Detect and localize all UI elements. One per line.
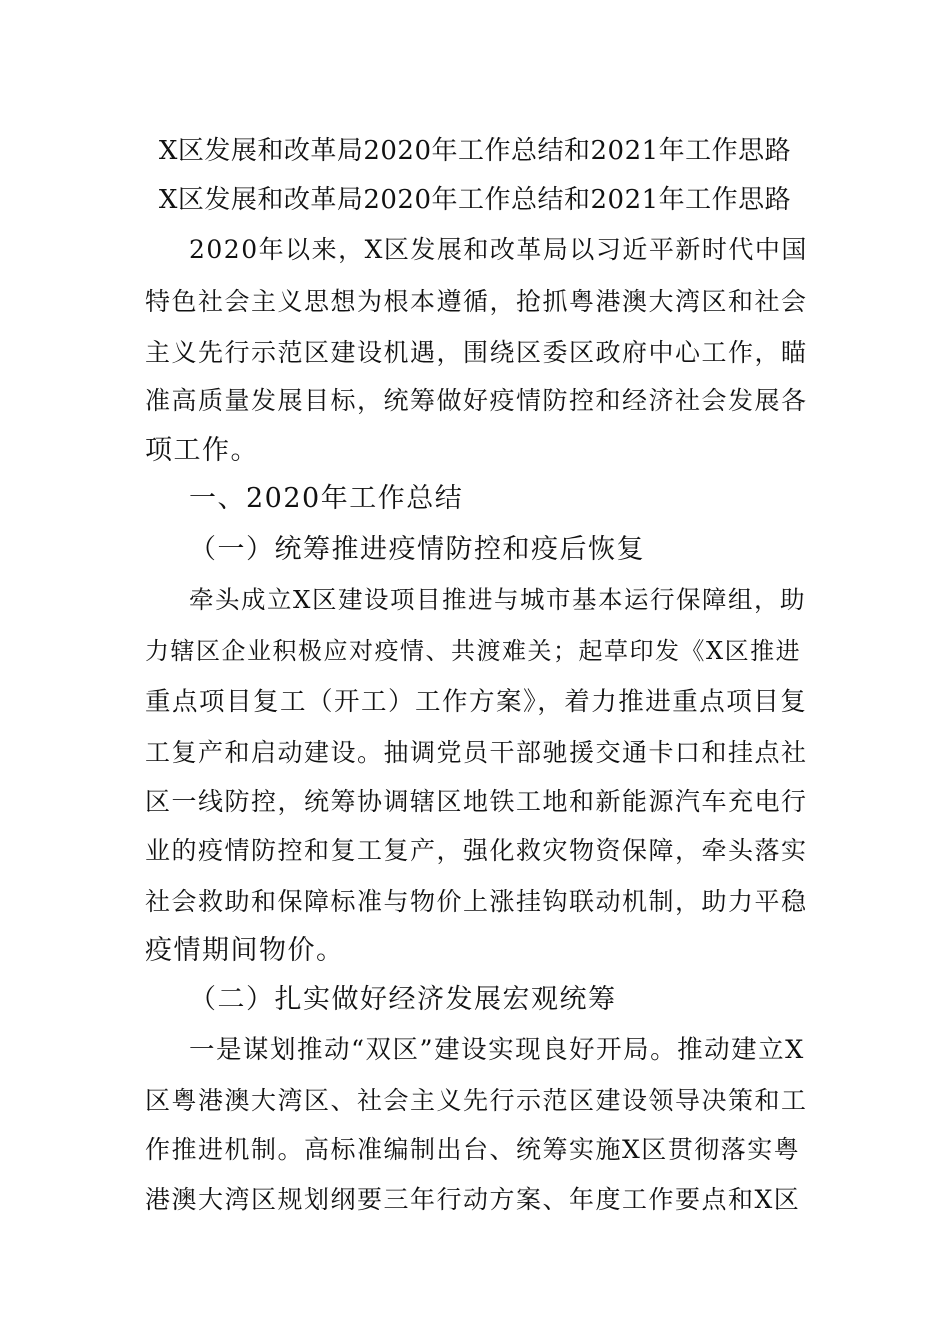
- paragraph-line: 社会救助和保障标准与物价上涨挂钩联动机制，助力平稳: [145, 887, 808, 916]
- paragraph-line: 重点项目复工（开工）工作方案》，着力推进重点项目复: [145, 687, 808, 717]
- paragraph-line: 业的疫情防控和复工复产，强化救灾物资保障，牵头落实: [145, 836, 808, 865]
- subsection-heading: （二）扎实做好经济发展宏观统筹: [189, 984, 617, 1015]
- section-heading: 一、2020年工作总结: [189, 483, 464, 514]
- intro-paragraph-line: 主义先行示范区建设机遇，围绕区委区政府中心工作，瞄: [145, 338, 808, 367]
- intro-paragraph-line: 特色社会主义思想为根本遵循，抢抓粤港澳大湾区和社会: [145, 287, 808, 316]
- paragraph-line: 力辖区企业积极应对疫情、共渡难关；起草印发《X区推进: [145, 637, 802, 665]
- paragraph-line: 作推进机制。高标准编制出台、统筹实施X区贯彻落实粤: [145, 1135, 801, 1164]
- paragraph-line: 港澳大湾区规划纲要三年行动方案、年度工作要点和X区: [145, 1185, 801, 1214]
- subsection-heading: （一）统筹推进疫情防控和疫后恢复: [189, 534, 645, 565]
- paragraph-line: 牵头成立X区建设项目推进与城市基本运行保障组，助: [189, 585, 806, 614]
- intro-paragraph-line: 准高质量发展目标，统筹做好疫情防控和经济社会发展各: [145, 386, 808, 415]
- paragraph-line: 工复产和启动建设。抽调党员干部驰援交通卡口和挂点社: [145, 738, 808, 767]
- document-title: X区发展和改革局2020年工作总结和2021年工作思路: [158, 136, 792, 166]
- paragraph-line: 区粤港澳大湾区、社会主义先行示范区建设领导决策和工: [145, 1086, 808, 1115]
- intro-paragraph-line: 2020年以来，X区发展和改革局以习近平新时代中国: [189, 235, 808, 264]
- document-title-repeat: X区发展和改革局2020年工作总结和2021年工作思路: [158, 185, 792, 215]
- intro-paragraph-line: 项工作。: [145, 435, 259, 466]
- paragraph-line: 一是谋划推动“双区”建设实现良好开局。推动建立X: [189, 1035, 805, 1065]
- paragraph-line: 区一线防控，统筹协调辖区地铁工地和新能源汽车充电行: [145, 787, 808, 816]
- paragraph-line: 疫情期间物价。: [145, 935, 345, 966]
